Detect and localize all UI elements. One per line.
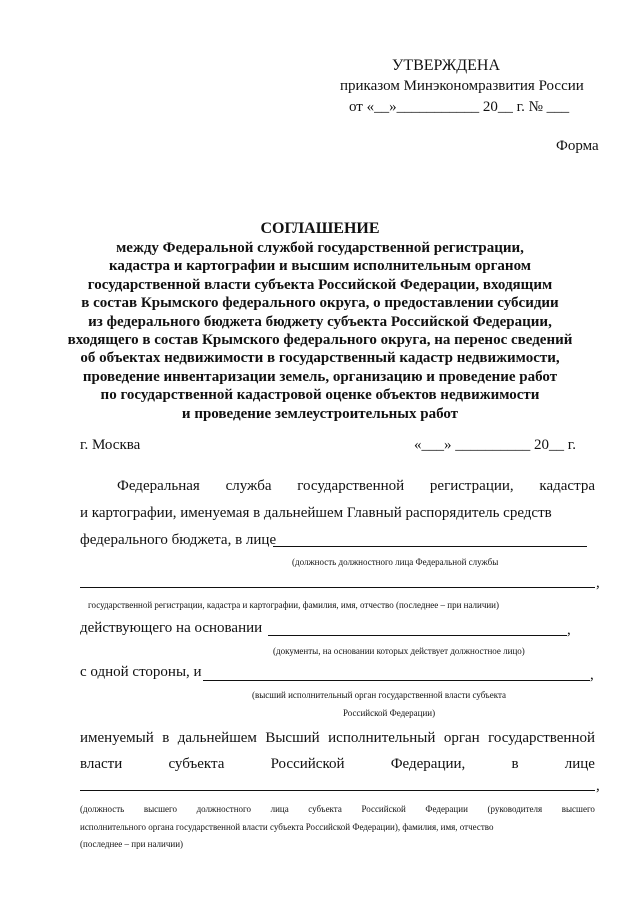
word: Высший (265, 730, 320, 746)
caption-head-of-subject-line1 (80, 804, 595, 814)
word: высшего (143, 804, 178, 814)
subtitle-line: из федерального бюджета бюджету субъекта Российской Федерации, (88, 313, 552, 330)
word: исполнительный (328, 730, 436, 746)
subtitle-line: по государственной кадастровой оценке объектов недвижимости (100, 387, 540, 404)
word: государственной (488, 730, 595, 746)
subtitle-line: входящего в состав Крымского федерального округа, на перенос сведений (67, 332, 573, 349)
word: кадастра (539, 478, 595, 494)
one-side-label: с одной стороны, и (80, 664, 202, 680)
word: регистрации, (429, 478, 514, 494)
word: Федерации (425, 804, 468, 814)
word: орган (443, 730, 480, 746)
word: дальнейшем (177, 730, 257, 746)
basis-documents-field[interactable] (268, 635, 567, 636)
approval-title: УТВЕРЖДЕНА (392, 57, 501, 74)
caption-official-position: (должность должностного лица Федеральной службы (292, 557, 499, 567)
agreement-date: «___» __________ 20__ г. (414, 437, 576, 453)
place: г. Москва (80, 437, 141, 453)
subtitle-line: и проведение землеустроительных работ (181, 405, 459, 422)
word: должностного (196, 804, 252, 814)
official-name-field[interactable] (80, 587, 595, 588)
acting-basis-label: действующего на основании (80, 620, 263, 636)
paragraph1-line3: федерального бюджета, в лице (80, 532, 277, 548)
word: государственной (297, 478, 405, 494)
caption-executive-body-line2: Российской Федерации) (343, 708, 436, 718)
official-position-field[interactable] (273, 546, 587, 547)
document-title: СОГЛАШЕНИЕ (260, 220, 380, 237)
subtitle-line: проведение инвентаризации земель, организацию и проведение работ (82, 368, 558, 385)
word: лица (270, 804, 289, 814)
word: власти (80, 756, 123, 772)
executive-body-field[interactable] (203, 680, 590, 681)
subtitle-line: государственной власти субъекта Российской Федерации, входящим (87, 276, 553, 293)
approval-date-number: от «__»___________ 20__ г. № ___ (349, 99, 570, 115)
word: в (511, 756, 519, 772)
word: Российской (361, 804, 406, 814)
caption-official-name: государственной регистрации, кадастра и картографии, фамилия, имя, отчество (последнее – при наличии) (88, 600, 499, 610)
comma: , (567, 622, 571, 638)
subtitle-line: кадастра и картографии и высшим исполнительным органом (109, 258, 531, 275)
comma: , (596, 575, 600, 591)
document-subtitle (0, 239, 640, 423)
word: Российской (270, 756, 345, 772)
approval-order: приказом Минэкономразвития России (340, 78, 584, 94)
caption-head-of-subject-line2: исполнительного органа государственной власти субъекта Российской Федерации), фамилия, имя, отчество (80, 822, 494, 832)
word: (руководителя (487, 804, 543, 814)
subtitle-line: об объектах недвижимости в государственный кадастр недвижимости, (80, 350, 560, 367)
paragraph1-line1 (117, 478, 595, 495)
caption-basis-documents: (документы, на основании которых действует должностное лицо) (273, 646, 525, 656)
paragraph2-line2 (80, 756, 595, 773)
word: лице (564, 756, 595, 772)
subtitle-line: в состав Крымского федерального округа, о предоставлении субсидии (81, 295, 559, 312)
word: служба (225, 478, 272, 494)
word: (должность (80, 804, 125, 814)
head-of-subject-field[interactable] (80, 790, 595, 791)
comma: , (596, 778, 600, 794)
paragraph1-line2: и картографии, именуемая в дальнейшем Главный распорядитель средств (80, 505, 552, 521)
word: высшего (561, 804, 595, 814)
subtitle-line: между Федеральной службой государственной регистрации, (116, 240, 524, 256)
caption-executive-body-line1: (высший исполнительный орган государственной власти субъекта (252, 690, 506, 700)
word: Федерации, (390, 756, 466, 772)
word: в (162, 730, 170, 746)
word: Федеральная (117, 478, 200, 494)
caption-head-of-subject-line3: (последнее – при наличии) (80, 839, 184, 849)
word: субъекта (308, 804, 342, 814)
word: субъекта (168, 756, 225, 772)
form-label: Форма (556, 138, 599, 154)
word: именуемый (80, 730, 154, 746)
comma: , (590, 667, 594, 683)
paragraph2-line1 (80, 730, 595, 747)
